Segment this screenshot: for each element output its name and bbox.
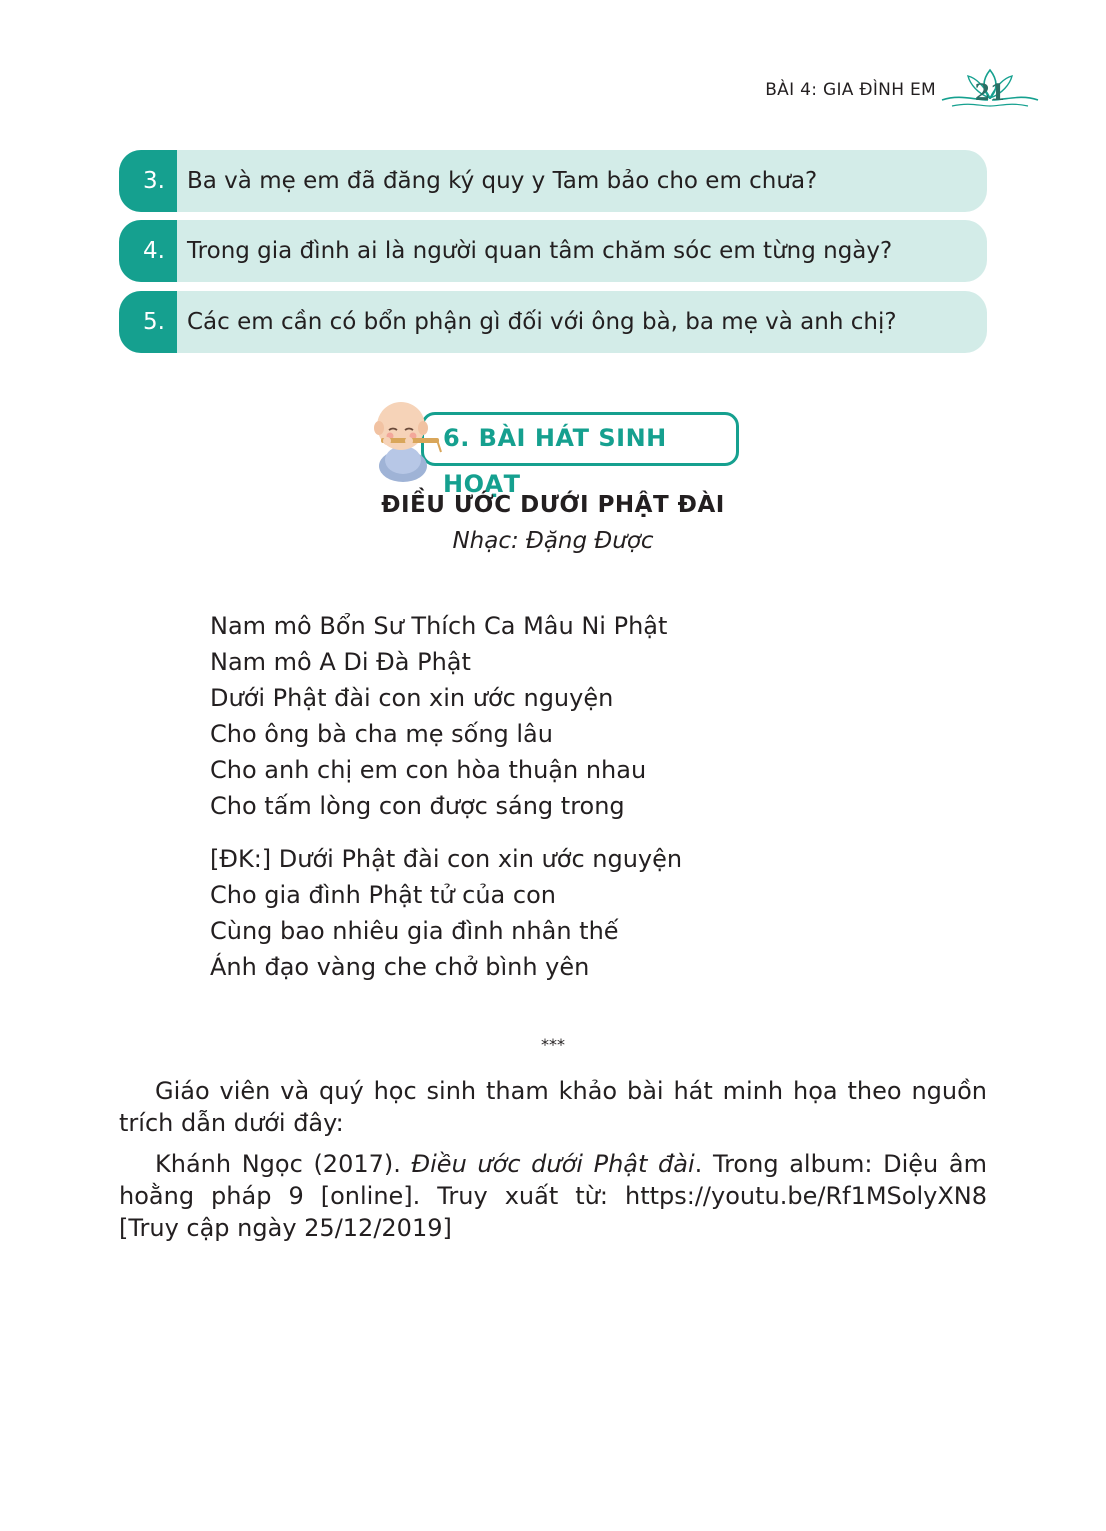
song-composer: Nhạc: Đặng Được bbox=[452, 528, 654, 554]
question-number: 4. bbox=[119, 220, 177, 282]
citation-details: . Trong album: Diệu âm hoằng pháp 9 [online]. Truy xuất từ: https://youtu.be/Rf1MSolyXN8 [Truy cập ngày 25/12/2019] bbox=[119, 1150, 987, 1242]
section-banner bbox=[363, 394, 743, 498]
question-number: 3. bbox=[119, 150, 177, 212]
separator: *** bbox=[541, 1035, 565, 1054]
lyric-line: Cho anh chị em con hòa thuận nhau bbox=[210, 756, 647, 784]
question-text: Ba và mẹ em đã đăng ký quy y Tam bảo cho em chưa? bbox=[187, 168, 818, 194]
lyric-line: Nam mô A Di Đà Phật bbox=[210, 648, 471, 676]
section-title: 6. BÀI HÁT SINH HOẠT bbox=[443, 424, 667, 498]
question-number: 5. bbox=[119, 291, 177, 353]
song-verse bbox=[210, 608, 667, 824]
question-text: Các em cần có bổn phận gì đối với ông bà, ba mẹ và anh chị? bbox=[187, 309, 897, 335]
song-title: ĐIỀU ƯỚC DƯỚI PHẬT ĐÀI bbox=[381, 492, 725, 518]
citation-title: Điều ước dưới Phật đài bbox=[411, 1150, 695, 1178]
song-chorus bbox=[210, 841, 682, 985]
question-text: Trong gia đình ai là người quan tâm chăm sóc em từng ngày? bbox=[187, 238, 893, 264]
page-number: 21 bbox=[974, 80, 1006, 106]
question-box bbox=[119, 291, 987, 353]
question-box bbox=[119, 150, 987, 212]
lyric-line: Cho tấm lòng con được sáng trong bbox=[210, 792, 625, 820]
lyric-line: Ánh đạo vàng che chở bình yên bbox=[210, 953, 590, 981]
question-box bbox=[119, 220, 987, 282]
lyric-line: Cho gia đình Phật tử của con bbox=[210, 881, 556, 909]
reference-citation bbox=[119, 1148, 987, 1244]
reference-intro: Giáo viên và quý học sinh tham khảo bài hát minh họa theo nguồn trích dẫn dưới đây: bbox=[119, 1077, 987, 1137]
lyric-line: [ĐK:] Dưới Phật đài con xin ước nguyện bbox=[210, 845, 683, 873]
monk-mascot-icon bbox=[363, 394, 443, 484]
lyric-line: Dưới Phật đài con xin ước nguyện bbox=[210, 684, 614, 712]
citation-author: Khánh Ngọc (2017). bbox=[155, 1150, 412, 1178]
chapter-header: BÀI 4: GIA ĐÌNH EM bbox=[765, 80, 936, 100]
lyric-line: Nam mô Bổn Sư Thích Ca Mâu Ni Phật bbox=[210, 612, 668, 640]
lyric-line: Cùng bao nhiêu gia đình nhân thế bbox=[210, 917, 619, 945]
lyric-line: Cho ông bà cha mẹ sống lâu bbox=[210, 720, 553, 748]
